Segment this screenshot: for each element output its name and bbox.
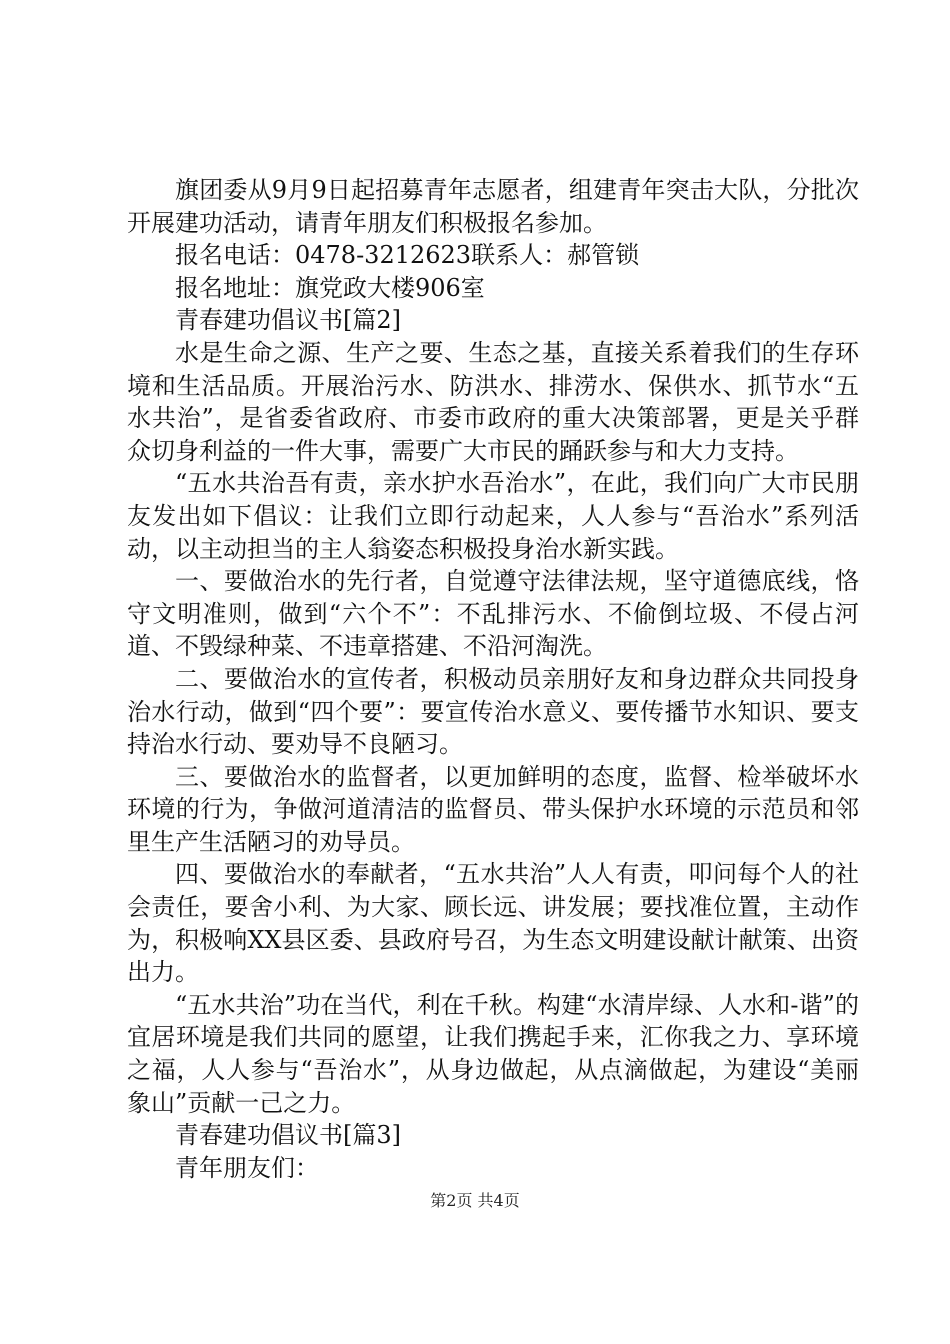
paragraph-closing: “五水共治”功在当代，利在千秋。构建“水清岸绿、人水和-谐”的宜居环境是我们共同的愿望，让我们携起手来，汇你我之力、享环境之福，人人参与“吾治水”，从身边做起，从点滴做起，为建设“美丽象山”贡献一己之力。: [127, 990, 859, 1117]
page-footer: [0, 1190, 950, 1212]
paragraph-salutation: 青年朋友们：: [175, 1153, 319, 1182]
document-body: [127, 174, 859, 1184]
paragraph-point-1: 一、要做治水的先行者，自觉遵守法律法规，坚守道德底线，恪守文明准则，做到“六个不”：不乱排污水、不偷倒垃圾、不侵占河道、不毁绿种菜、不违章搭建、不沿河淘洗。: [127, 567, 859, 661]
paragraph-phone: 报名电话：0478-3212623联系人：郝管锁: [175, 241, 640, 270]
paragraph-point-2: 二、要做治水的宣传者，积极动员亲朋好友和身边群众共同投身治水行动，做到“四个要”：要宣传治水意义、要传播节水知识、要支持治水行动、要劝导不良陋习。: [127, 664, 859, 759]
paragraph-recruitment: 旗团委从9月9日起招募青年志愿者，组建青年突击大队，分批次开展建功活动，请青年朋友们积极报名参加。: [127, 176, 859, 237]
section-heading-2: 青春建功倡议书[篇2]: [175, 306, 401, 335]
paragraph-initiative: “五水共治吾有责，亲水护水吾治水”，在此，我们向广大市民朋友发出如下倡议：让我们立即行动起来，人人参与“吾治水”系列活动，以主动担当的主人翁姿态积极投身治水新实践。: [127, 469, 859, 563]
section-heading-3: 青春建功倡议书[篇3]: [175, 1121, 401, 1150]
paragraph-point-4: 四、要做治水的奉献者，“五水共治”人人有责，叩问每个人的社会责任，要舍小利、为大家、顾长远、讲发展；要找准位置，主动作为，积极响XX县区委、县政府号召，为生态文明建设献计献策、出资出力。: [127, 860, 859, 987]
page-number: 第2页 共4页: [430, 1191, 520, 1210]
paragraph-address: 报名地址：旗党政大楼906室: [175, 273, 485, 302]
paragraph-point-3: 三、要做治水的监督者，以更加鲜明的态度，监督、检举破坏水环境的行为，争做河道清洁的监督员、带头保护水环境的示范员和邻里生产生活陋习的劝导员。: [127, 762, 859, 856]
paragraph-water-intro: 水是生命之源、生产之要、生态之基，直接关系着我们的生存环境和生活品质。开展治污水、防洪水、排涝水、保供水、抓节水“五水共治”，是省委省政府、市委市政府的重大决策部署，更是关乎群众切身利益的一件大事，需要广大市民的踊跃参与和大力支持。: [127, 338, 859, 465]
